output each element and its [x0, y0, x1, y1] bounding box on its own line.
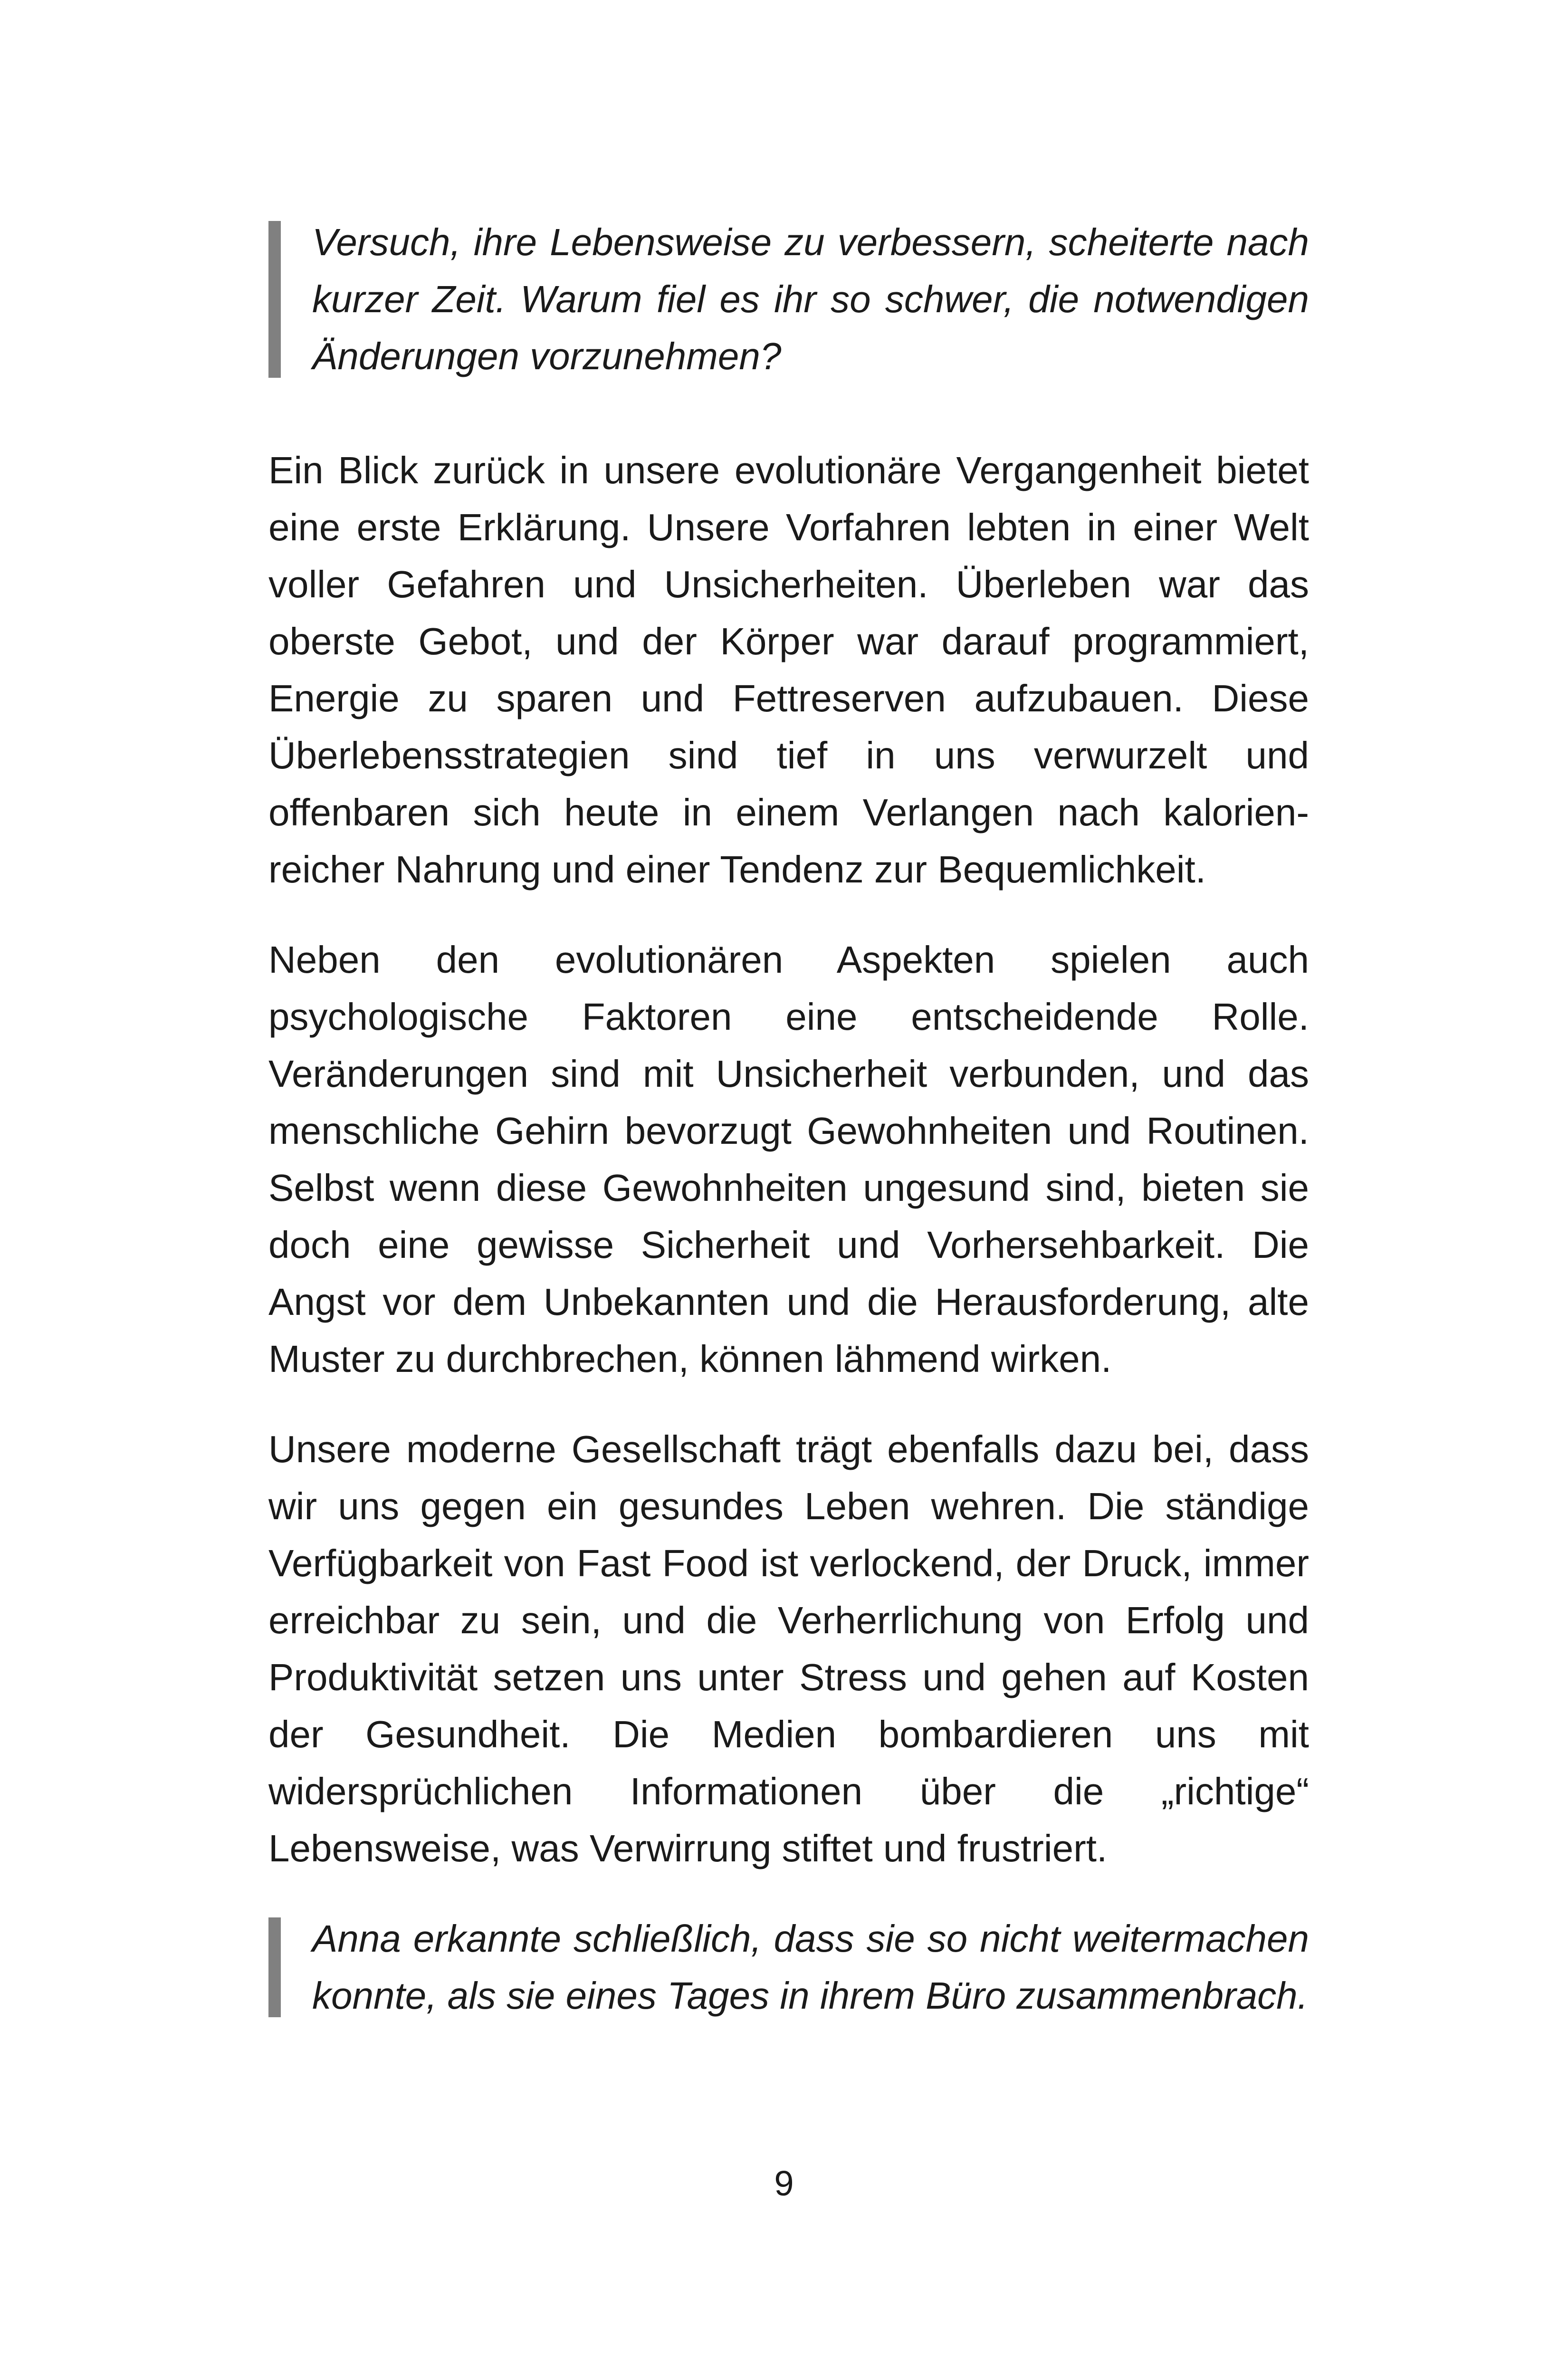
italic-quote-bottom [268, 1910, 1309, 2024]
quote-bar [268, 1917, 281, 2017]
quote-bar [268, 221, 281, 378]
paragraph-psychology: Neben den evolutionären Aspekten spielen auch psychologische Faktoren eine entscheidende Rolle. Veränderungen sind mit Unsicherheit verbunden, und das menschliche Gehirn bevorzugt Gewohnheiten und Routinen. Selbst wenn diese Gewohnheiten ungesund sind, bieten sie doch eine gewisse Sicherheit und Vorhersehbarkeit. Die Angst vor dem Unbekannten und die Herausforderung, alte Muster zu durchbrechen, können lähmend wirken. [268, 939, 1309, 1380]
paragraph-evolution: Ein Blick zurück in unsere evolutionäre Vergangenheit bietet eine erste Erklärung. Unsere Vorfahren lebten in einer Welt voller Gefahren und Unsicherheiten. Überleben war das oberste Gebot, und der Körper war darauf programmiert, Energie zu sparen und Fettreserven aufzubauen. Diese Überlebensstrategien sind tief in uns verwurzelt und offenbaren sich heute in einem Verlangen nach kalorienreicher Nahrung und einer Tendenz zur Bequemlichkeit. [268, 449, 1309, 891]
quote-text: Anna erkannte schließlich, dass sie so nicht weitermachen konnte, als sie eines Tages in ihrem Büro zusammenbrach. [312, 1917, 1309, 2017]
page-content [268, 214, 1309, 2024]
italic-quote-top [268, 214, 1309, 385]
quote-text: Versuch, ihre Lebensweise zu verbessern, scheiterte nach kurzer Zeit. Warum fiel es ihr so schwer, die notwendigen Änderungen vorzunehmen? [312, 221, 1309, 377]
page-number: 9 [774, 2164, 794, 2203]
paragraph-society: Unsere moderne Gesellschaft trägt ebenfalls dazu bei, dass wir uns gegen ein gesundes Leben wehren. Die ständige Verfügbarkeit von Fast Food ist verlockend, der Druck, immer erreichbar zu sein, und die Verherrlichung von Erfolg und Produktivität setzen uns unter Stress und gehen auf Kosten der Gesundheit. Die Medien bombardieren uns mit widersprüchlichen Informationen über die „richtige“ Lebensweise, was Verwirrung stiftet und frustriert. [268, 1428, 1309, 1869]
